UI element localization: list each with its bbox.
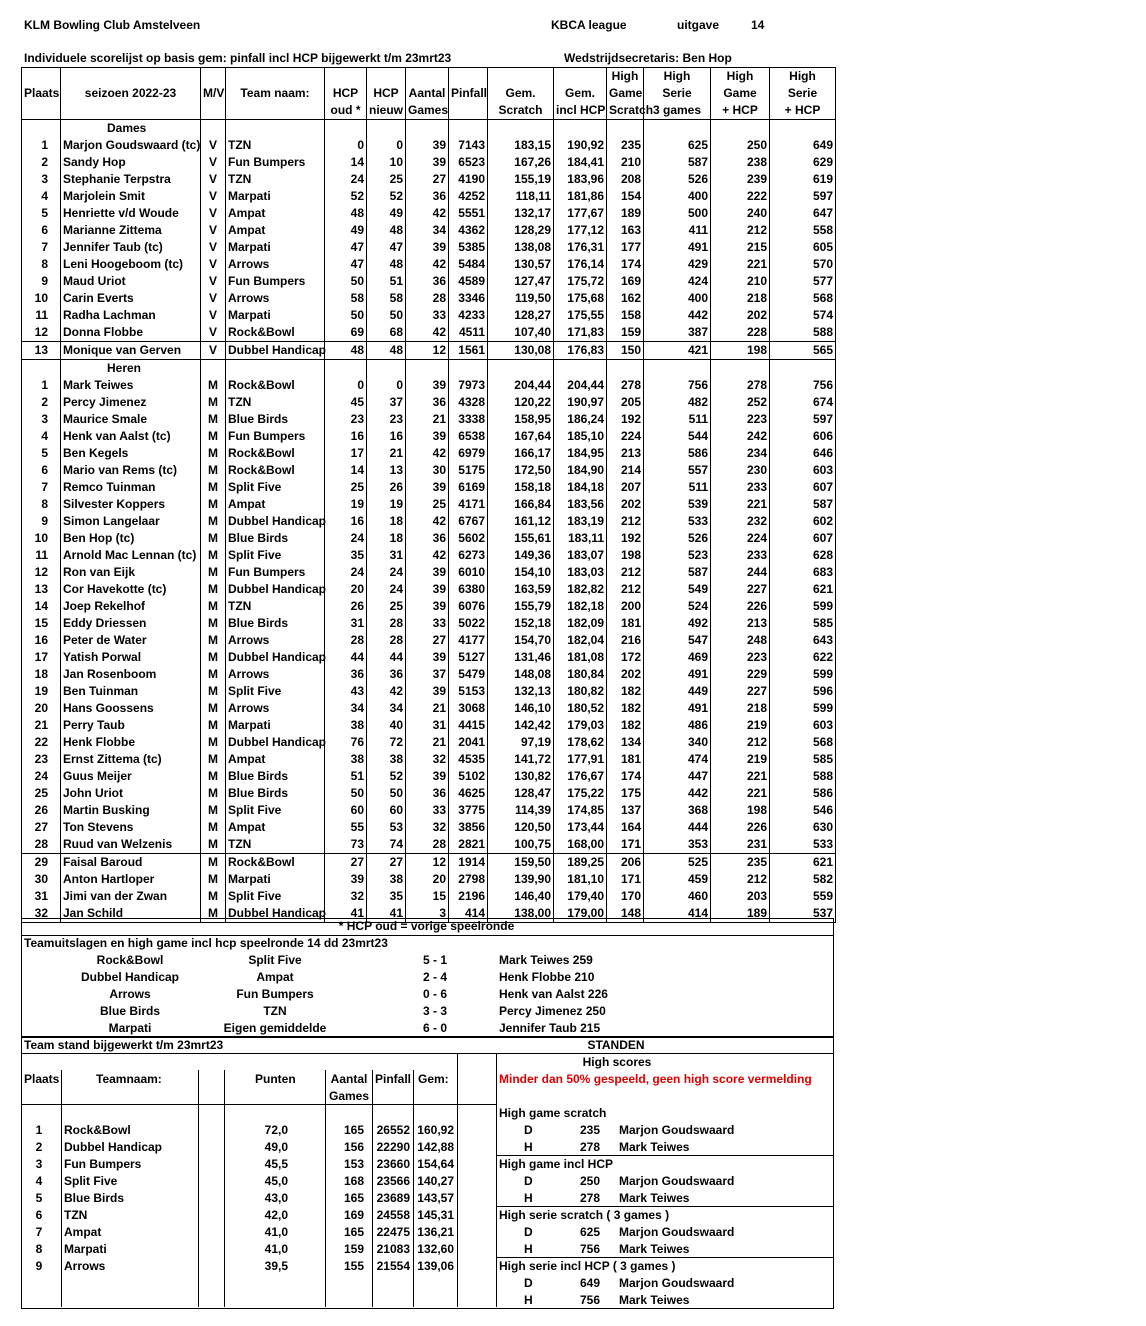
- header-row: oud * nieuw Games Scratch incl HCP Scratch 3 games + HCP + HCP: [22, 102, 836, 120]
- player-row: 24 Guus Meijer M Blue Birds 51 52 39 5102 130,82 176,67 174 447 221 588: [22, 768, 836, 785]
- away-team: Split Five: [248, 953, 302, 967]
- hs-gender: H: [524, 1191, 533, 1205]
- team-plaats: 5: [35, 1191, 43, 1205]
- player-row: 32 Jan Schild M Dubbel Handicap 41 41 3 414 138,00 179,00 148 414 189 537: [22, 905, 836, 923]
- high-score-group-title: High game scratch: [499, 1106, 607, 1120]
- player-row: 2 Percy Jimenez M TZN 45 37 36 4328 120,22 190,97 205 482 252 674: [22, 394, 836, 411]
- col-teamnaam: Teamnaam:: [96, 1072, 162, 1086]
- hs-player: Marjon Goudswaard: [619, 1276, 735, 1290]
- team-punten: 39,5: [264, 1259, 288, 1273]
- high-game: Mark Teiwes 259: [499, 953, 593, 967]
- high-score-group-title: High game incl HCP: [499, 1157, 614, 1171]
- team-games: 165: [343, 1191, 364, 1205]
- player-row: 22 Henk Flobbe M Dubbel Handicap 76 72 21 2041 97,19 178,62 134 340 212 568: [22, 734, 836, 751]
- team-name: Fun Bumpers: [64, 1157, 142, 1171]
- home-team: Dubbel Handicap: [80, 970, 179, 984]
- player-row: 19 Ben Tuinman M Split Five 43 42 39 5153 132,13 180,82 182 449 227 596: [22, 683, 836, 700]
- team-name: Arrows: [64, 1259, 106, 1273]
- player-row: 30 Anton Hartloper M Marpati 39 38 20 2798 139,90 181,10 171 459 212 582: [22, 871, 836, 888]
- hs-score: 649: [579, 1276, 600, 1290]
- team-games: 165: [343, 1225, 364, 1239]
- team-games: 168: [343, 1174, 364, 1188]
- team-name: Split Five: [64, 1174, 118, 1188]
- hs-gender: H: [524, 1293, 533, 1307]
- player-row: 14 Joep Rekelhof M TZN 26 25 39 6076 155,79 182,18 200 524 226 599: [22, 598, 836, 615]
- team-punten: 45,0: [264, 1174, 288, 1188]
- team-name: Ampat: [64, 1225, 102, 1239]
- team-gem: 142,88: [417, 1140, 454, 1154]
- hs-player: Mark Teiwes: [619, 1140, 690, 1154]
- team-plaats: 9: [35, 1259, 43, 1273]
- high-game: Percy Jimenez 250: [499, 1004, 606, 1018]
- hs-score: 625: [579, 1225, 600, 1239]
- team-punten: 41,0: [264, 1242, 288, 1256]
- player-row: 12 Ron van Eijk M Fun Bumpers 24 24 39 6010 154,10 183,03 212 587 244 683: [22, 564, 836, 581]
- player-row: 21 Perry Taub M Marpati 38 40 31 4415 142,42 179,03 182 486 219 603: [22, 717, 836, 734]
- col-plaats: Plaats: [24, 1072, 60, 1086]
- player-row: 1 Marjon Goudswaard (tc) V TZN 0 0 39 7143 183,15 190,92 235 625 250 649: [22, 137, 836, 154]
- hs-player: Mark Teiwes: [619, 1242, 690, 1256]
- player-row: 8 Leni Hoogeboom (tc) V Arrows 47 48 42 5484 130,57 176,14 174 429 221 570: [22, 256, 836, 273]
- home-team: Marpati: [108, 1021, 152, 1035]
- player-row: 6 Mario van Rems (tc) M Rock&Bowl 14 13 30 5175 172,50 184,90 214 557 230 603: [22, 462, 836, 479]
- player-row: 9 Maud Uriot V Fun Bumpers 50 51 36 4589 127,47 175,72 169 424 210 577: [22, 273, 836, 290]
- team-gem: 160,92: [417, 1123, 454, 1137]
- section-title: Dames: [22, 120, 836, 138]
- team-games: 153: [343, 1157, 364, 1171]
- hs-gender: H: [524, 1140, 533, 1154]
- secretary: Wedstrijdsecretaris: Ben Hop: [564, 51, 732, 65]
- player-row: 10 Ben Hop (tc) M Blue Birds 24 18 36 5602 155,61 183,11 192 526 224 607: [22, 530, 836, 547]
- team-name: TZN: [64, 1208, 88, 1222]
- team-plaats: 8: [35, 1242, 43, 1256]
- team-punten: 72,0: [264, 1123, 288, 1137]
- team-gem: 140,27: [417, 1174, 454, 1188]
- hs-score: 756: [579, 1293, 600, 1307]
- player-row: 10 Carin Everts V Arrows 58 58 28 3346 119,50 175,68 162 400 218 568: [22, 290, 836, 307]
- player-row: 12 Donna Flobbe V Rock&Bowl 69 68 42 4511 107,40 171,83 159 387 228 588: [22, 324, 836, 342]
- score: 5 - 1: [422, 953, 447, 967]
- team-punten: 42,0: [264, 1208, 288, 1222]
- team-pinfall: 23689: [376, 1191, 410, 1205]
- col-pinfall: Pinfall: [375, 1072, 412, 1086]
- hs-player: Mark Teiwes: [619, 1293, 690, 1307]
- team-gem: 145,31: [417, 1208, 454, 1222]
- team-plaats: 3: [35, 1157, 43, 1171]
- player-row: 13 Monique van Gerven V Dubbel Handicap 48 48 12 1561 130,08 176,83 150 421 198 565: [22, 342, 836, 360]
- team-pinfall: 21554: [376, 1259, 410, 1273]
- hs-gender: D: [524, 1174, 533, 1188]
- header-row: High High High High: [22, 68, 836, 86]
- high-scores-title: High scores: [582, 1055, 652, 1069]
- player-row: 7 Remco Tuinman M Split Five 25 26 39 6169 158,18 184,18 207 511 233 607: [22, 479, 836, 496]
- player-row: 17 Yatish Porwal M Dubbel Handicap 44 44 39 5127 131,46 181,08 172 469 223 622: [22, 649, 836, 666]
- score: 0 - 6: [422, 987, 447, 1001]
- high-scores-note: Minder dan 50% gespeeld, geen high score vermelding: [499, 1072, 812, 1086]
- team-name: Marpati: [64, 1242, 107, 1256]
- team-name: Dubbel Handicap: [64, 1140, 163, 1154]
- player-row: 9 Simon Langelaar M Dubbel Handicap 16 18 42 6767 161,12 183,19 212 533 232 602: [22, 513, 836, 530]
- player-row: 7 Jennifer Taub (tc) V Marpati 47 47 39 5385 138,08 176,31 177 491 215 605: [22, 239, 836, 256]
- hs-player: Mark Teiwes: [619, 1191, 690, 1205]
- score-table: [21, 67, 836, 923]
- team-gem: 132,60: [417, 1242, 454, 1256]
- team-plaats: 4: [35, 1174, 43, 1188]
- player-row: 2 Sandy Hop V Fun Bumpers 14 10 39 6523 167,26 184,41 210 587 238 629: [22, 154, 836, 171]
- player-row: 5 Ben Kegels M Rock&Bowl 17 21 42 6979 166,17 184,95 213 586 234 646: [22, 445, 836, 462]
- team-pinfall: 22475: [376, 1225, 410, 1239]
- high-score-group-title: High serie incl HCP ( 3 games ): [499, 1259, 676, 1273]
- team-pinfall: 23566: [376, 1174, 410, 1188]
- home-team: Rock&Bowl: [96, 953, 164, 967]
- results-title: Teamuitslagen en high game incl hcp speelronde 14 dd 23mrt23: [24, 936, 388, 950]
- team-gem: 139,06: [417, 1259, 454, 1273]
- team-pinfall: 21083: [376, 1242, 410, 1256]
- player-row: 5 Henriette v/d Woude V Ampat 48 49 42 5551 132,17 177,67 189 500 240 647: [22, 205, 836, 222]
- team-pinfall: 26552: [376, 1123, 410, 1137]
- player-row: 25 John Uriot M Blue Birds 50 50 36 4625 128,47 175,22 175 442 221 586: [22, 785, 836, 802]
- player-row: 27 Ton Stevens M Ampat 55 53 32 3856 120,50 173,44 164 444 226 630: [22, 819, 836, 836]
- player-row: 15 Eddy Driessen M Blue Birds 31 28 33 5022 152,18 182,09 181 492 213 585: [22, 615, 836, 632]
- team-gem: 136,21: [417, 1225, 454, 1239]
- home-team: Blue Birds: [99, 1004, 160, 1018]
- player-row: 1 Mark Teiwes M Rock&Bowl 0 0 39 7973 204,44 204,44 278 756 278 756: [22, 377, 836, 394]
- team-name: Blue Birds: [64, 1191, 125, 1205]
- hs-player: Marjon Goudswaard: [619, 1123, 735, 1137]
- team-games: 156: [343, 1140, 364, 1154]
- high-game: Henk van Aalst 226: [499, 987, 608, 1001]
- team-pinfall: 24558: [376, 1208, 410, 1222]
- section-title: Heren: [22, 360, 836, 378]
- score: 2 - 4: [422, 970, 447, 984]
- header-row: Plaats seizoen 2022-23 M/V Team naam: HCP HCP Aantal Pinfall Gem. Gem. Game Serie Game Serie: [22, 85, 836, 102]
- team-plaats: 7: [35, 1225, 43, 1239]
- home-team: Arrows: [109, 987, 151, 1001]
- player-row: 6 Marianne Zittema V Ampat 49 48 34 4362 128,29 177,12 163 411 212 558: [22, 222, 836, 239]
- hs-gender: D: [524, 1225, 533, 1239]
- team-games: 159: [343, 1242, 364, 1256]
- player-row: 11 Arnold Mac Lennan (tc) M Split Five 35 31 42 6273 149,36 183,07 198 523 233 628: [22, 547, 836, 564]
- player-row: 4 Marjolein Smit V Marpati 52 52 36 4252 118,11 181,86 154 400 222 597: [22, 188, 836, 205]
- player-row: 28 Ruud van Welzenis M TZN 73 74 28 2821 100,75 168,00 171 353 231 533: [22, 836, 836, 854]
- player-row: 8 Silvester Koppers M Ampat 19 19 25 4171 166,84 183,56 202 539 221 587: [22, 496, 836, 513]
- player-row: 3 Stephanie Terpstra V TZN 24 25 27 4190 155,19 183,96 208 526 239 619: [22, 171, 836, 188]
- hs-player: Marjon Goudswaard: [619, 1225, 735, 1239]
- team-name: Rock&Bowl: [64, 1123, 131, 1137]
- page-subtitle: Individuele scorelijst op basis gem: pinfall incl HCP bijgewerkt t/m 23mrt23: [24, 51, 452, 65]
- standen-label: STANDEN: [587, 1038, 645, 1052]
- player-row: 13 Cor Havekotte (tc) M Dubbel Handicap 20 24 39 6380 163,59 182,82 212 549 227 621: [22, 581, 836, 598]
- hs-score: 756: [579, 1242, 600, 1256]
- team-punten: 43,0: [264, 1191, 288, 1205]
- high-game: Henk Flobbe 210: [499, 970, 595, 984]
- high-game: Jennifer Taub 215: [499, 1021, 601, 1035]
- edition-number: 14: [751, 18, 765, 32]
- player-row: 4 Henk van Aalst (tc) M Fun Bumpers 16 16 39 6538 167,64 185,10 224 544 242 606: [22, 428, 836, 445]
- player-row: 11 Radha Lachman V Marpati 50 50 33 4233 128,27 175,55 158 442 202 574: [22, 307, 836, 324]
- player-row: 29 Faisal Baroud M Rock&Bowl 27 27 12 1914 159,50 189,25 206 525 235 621: [22, 854, 836, 872]
- hs-score: 250: [579, 1174, 600, 1188]
- team-plaats: 2: [35, 1140, 43, 1154]
- standings-title: Team stand bijgewerkt t/m 23mrt23: [24, 1038, 224, 1052]
- team-punten: 49,0: [264, 1140, 288, 1154]
- team-pinfall: 23660: [376, 1157, 410, 1171]
- team-plaats: 1: [35, 1123, 43, 1137]
- team-punten: 45,5: [264, 1157, 288, 1171]
- hs-score: 235: [579, 1123, 600, 1137]
- away-team: TZN: [263, 1004, 287, 1018]
- player-row: 20 Hans Goossens M Arrows 34 34 21 3068 146,10 180,52 182 491 218 599: [22, 700, 836, 717]
- club-title: KLM Bowling Club Amstelveen: [24, 18, 201, 32]
- player-row: 26 Martin Busking M Split Five 60 60 33 3775 114,39 174,85 137 368 198 546: [22, 802, 836, 819]
- player-row: 31 Jimi van der Zwan M Split Five 32 35 15 2196 146,40 179,40 170 460 203 559: [22, 888, 836, 905]
- team-punten: 41,0: [264, 1225, 288, 1239]
- high-score-group-title: High serie scratch ( 3 games ): [499, 1208, 670, 1222]
- col-games: Games: [328, 1089, 370, 1103]
- away-team: Ampat: [256, 970, 294, 984]
- score: 3 - 3: [422, 1004, 447, 1018]
- hs-gender: D: [524, 1123, 533, 1137]
- player-row: 3 Maurice Smale M Blue Birds 23 23 21 3338 158,95 186,24 192 511 223 597: [22, 411, 836, 428]
- team-games: 169: [343, 1208, 364, 1222]
- col-gem: Gem:: [418, 1072, 449, 1086]
- team-plaats: 6: [35, 1208, 43, 1222]
- team-games: 155: [343, 1259, 364, 1273]
- hs-score: 278: [579, 1191, 600, 1205]
- player-row: 23 Ernst Zittema (tc) M Ampat 38 38 32 4535 141,72 177,91 181 474 219 585: [22, 751, 836, 768]
- team-games: 165: [343, 1123, 364, 1137]
- away-team: Fun Bumpers: [236, 987, 314, 1001]
- hs-score: 278: [579, 1140, 600, 1154]
- away-team: Eigen gemiddelde: [223, 1021, 327, 1035]
- hs-gender: H: [524, 1242, 533, 1256]
- edition-label: uitgave: [677, 18, 720, 32]
- team-pinfall: 22290: [376, 1140, 410, 1154]
- league-label: KBCA league: [551, 18, 627, 32]
- team-gem: 143,57: [417, 1191, 454, 1205]
- score: 6 - 0: [422, 1021, 447, 1035]
- team-gem: 154,64: [417, 1157, 454, 1171]
- footnote: * HCP oud = vorige speelronde: [338, 919, 515, 933]
- hs-gender: D: [524, 1276, 533, 1290]
- player-row: 18 Jan Rosenboom M Arrows 36 36 37 5479 148,08 180,84 202 491 229 599: [22, 666, 836, 683]
- hs-player: Marjon Goudswaard: [619, 1174, 735, 1188]
- col-aantal: Aantal: [330, 1072, 368, 1086]
- col-punten: Punten: [255, 1072, 296, 1086]
- player-row: 16 Peter de Water M Arrows 28 28 27 4177 154,70 182,04 216 547 248 643: [22, 632, 836, 649]
